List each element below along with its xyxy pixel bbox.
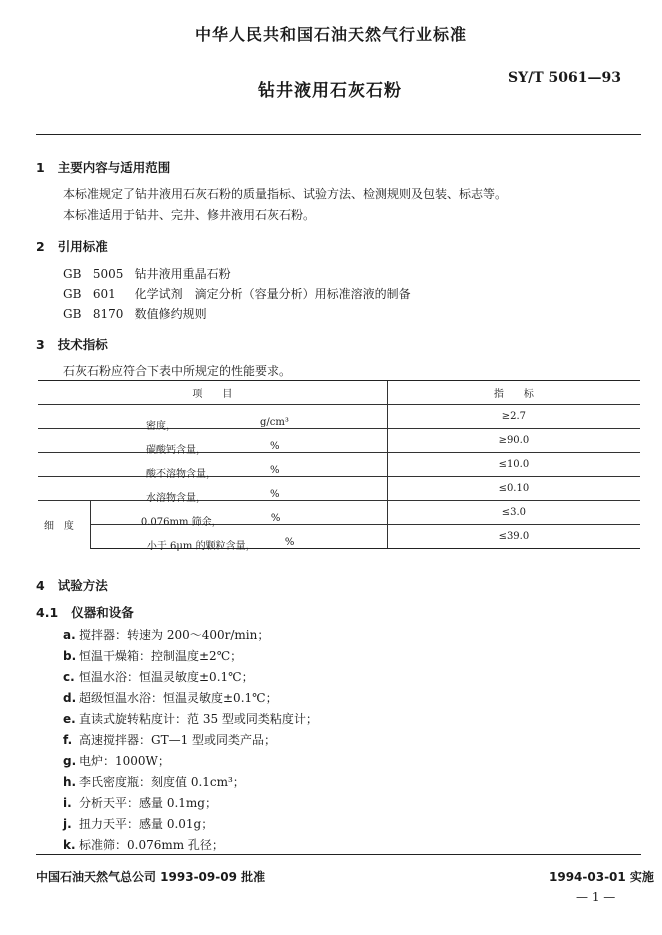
- subsection-4-1-number: 4.1: [36, 605, 59, 620]
- item-text: 李氏密度瓶：刻度值 0.1cm³；: [79, 775, 245, 789]
- row-value: ≤3.0: [387, 501, 640, 525]
- item-text: 高速搅拌器：GT—1 型或同类产品；: [79, 733, 277, 747]
- reference-name: 化学试剂 滴定分析（容量分析）用标准溶液的制备: [134, 287, 411, 301]
- item-letter: b.: [63, 649, 77, 663]
- section-3-title: 技术指标: [57, 337, 108, 352]
- row-item-cell: [90, 501, 387, 528]
- section-3-heading: [36, 335, 108, 353]
- equipment-item: [63, 836, 224, 853]
- section-1-paragraph-2: 本标准适用于钻井、完井、修井液用石灰石粉。: [63, 208, 316, 222]
- section-4-heading: [36, 576, 108, 594]
- row-value: ≤0.10: [387, 477, 640, 501]
- row-value: ≥2.7: [387, 405, 640, 429]
- item-text: 直读式旋转粘度计：范 35 型或同类粘度计；: [79, 712, 318, 726]
- item-letter: i.: [63, 796, 72, 810]
- table-row: [38, 501, 640, 525]
- fineness-group-label: 细度: [38, 501, 90, 549]
- row-value: ≤10.0: [387, 453, 640, 477]
- reference-number: 5005: [92, 267, 124, 281]
- row-item-unit: %: [284, 536, 295, 548]
- item-letter: e.: [63, 712, 76, 726]
- row-item-cell: [38, 453, 387, 480]
- section-4-number: 4: [36, 578, 45, 593]
- reference-number: 8170: [92, 307, 124, 321]
- page-number: — 1 —: [576, 890, 616, 904]
- row-item-cell: [38, 405, 387, 432]
- row-item-name: 酸不溶物含量，: [146, 468, 216, 480]
- item-letter: c.: [63, 670, 75, 684]
- equipment-item: [63, 773, 245, 790]
- item-text: 恒温干燥箱：控制温度±2℃；: [79, 649, 243, 663]
- column-header-value: 指 标: [387, 381, 640, 405]
- row-item-name: 碳酸钙含量，: [146, 444, 206, 456]
- item-text: 电炉：1000W；: [79, 754, 170, 768]
- reference-item: [63, 285, 411, 302]
- equipment-item: [63, 731, 276, 748]
- column-header-item: 项 目: [38, 381, 387, 405]
- item-letter: k.: [63, 838, 76, 852]
- item-text: 超级恒温水浴：恒温灵敏度±0.1℃；: [79, 691, 278, 705]
- row-item-cell: [38, 429, 387, 456]
- item-letter: d.: [63, 691, 77, 705]
- table-header-row: [38, 381, 640, 405]
- row-item-name: 小于 6μm 的颗粒含量，: [146, 540, 256, 552]
- table-row: [38, 453, 640, 477]
- row-item-unit: %: [270, 464, 280, 476]
- reference-code: GB: [63, 287, 82, 301]
- section-1-paragraph-1: 本标准规定了钻井液用石灰石粉的质量指标、试验方法、检测规则及包装、标志等。: [63, 187, 508, 201]
- row-value: ≤39.0: [387, 525, 640, 549]
- item-text: 分析天平：感量 0.1mg；: [79, 796, 217, 810]
- footer-rule: [36, 854, 641, 855]
- item-letter: f.: [63, 733, 73, 747]
- row-item-cell: [90, 525, 387, 552]
- equipment-item: [63, 626, 269, 643]
- section-3-number: 3: [36, 337, 45, 352]
- reference-item: [63, 265, 231, 282]
- item-letter: a.: [63, 628, 76, 642]
- section-1-title: 主要内容与适用范围: [57, 160, 171, 175]
- row-item-unit: %: [270, 440, 280, 452]
- effective-date: 1994-03-01 实施: [549, 870, 654, 884]
- approval-line: 中国石油天然气总公司 1993-09-09 批准: [36, 870, 266, 884]
- table-row: [38, 429, 640, 453]
- standard-code: SY/T 5061—93: [508, 70, 621, 86]
- header-rule: [36, 134, 641, 135]
- section-2-number: 2: [36, 239, 45, 254]
- reference-name: 钻井液用重晶石粉: [134, 267, 231, 281]
- section-1-number: 1: [36, 160, 45, 175]
- equipment-item: [63, 668, 254, 685]
- reference-code: GB: [63, 307, 82, 321]
- row-item-cell: [38, 477, 387, 504]
- section-4-title: 试验方法: [57, 578, 108, 593]
- standard-category-title: 中华人民共和国石油天然气行业标准: [194, 25, 467, 44]
- reference-code: GB: [63, 267, 82, 281]
- equipment-item: [63, 710, 318, 727]
- reference-name: 数值修约规则: [134, 307, 207, 321]
- table-row: [38, 525, 640, 549]
- table-row: [38, 405, 640, 429]
- row-item-name: 密度，: [146, 420, 176, 432]
- item-text: 搅拌器：转速为 200～400r/min；: [79, 628, 270, 642]
- section-2-title: 引用标准: [57, 239, 108, 254]
- document-title: 钻井液用石灰石粉: [258, 81, 402, 101]
- subsection-4-1-heading: [36, 603, 134, 621]
- specification-table: [38, 380, 640, 552]
- section-3-intro: 石灰石粉应符合下表中所规定的性能要求。: [63, 364, 292, 378]
- item-letter: j.: [63, 817, 72, 831]
- row-item-unit: %: [270, 488, 280, 500]
- equipment-item: [63, 647, 242, 664]
- item-text: 扭力天平：感量 0.01g；: [79, 817, 214, 831]
- equipment-item: [63, 794, 217, 811]
- row-item-unit: %: [270, 512, 281, 524]
- row-item-unit: g/cm³: [260, 416, 289, 428]
- equipment-item: [63, 752, 170, 769]
- table-row: [38, 477, 640, 501]
- row-item-name: 0.076mm 筛余，: [140, 516, 222, 528]
- row-item-name: 水溶物含量，: [146, 492, 206, 504]
- item-letter: g.: [63, 754, 77, 768]
- item-text: 标准筛：0.076mm 孔径；: [79, 838, 224, 852]
- item-text: 恒温水浴：恒温灵敏度±0.1℃；: [79, 670, 254, 684]
- section-2-heading: [36, 237, 108, 255]
- row-value: ≥90.0: [387, 429, 640, 453]
- subsection-4-1-title: 仪器和设备: [71, 605, 134, 620]
- equipment-item: [63, 689, 278, 706]
- equipment-item: [63, 815, 213, 832]
- reference-item: [63, 305, 207, 322]
- section-1-heading: [36, 158, 170, 176]
- reference-number: 601: [92, 287, 116, 301]
- item-letter: h.: [63, 775, 77, 789]
